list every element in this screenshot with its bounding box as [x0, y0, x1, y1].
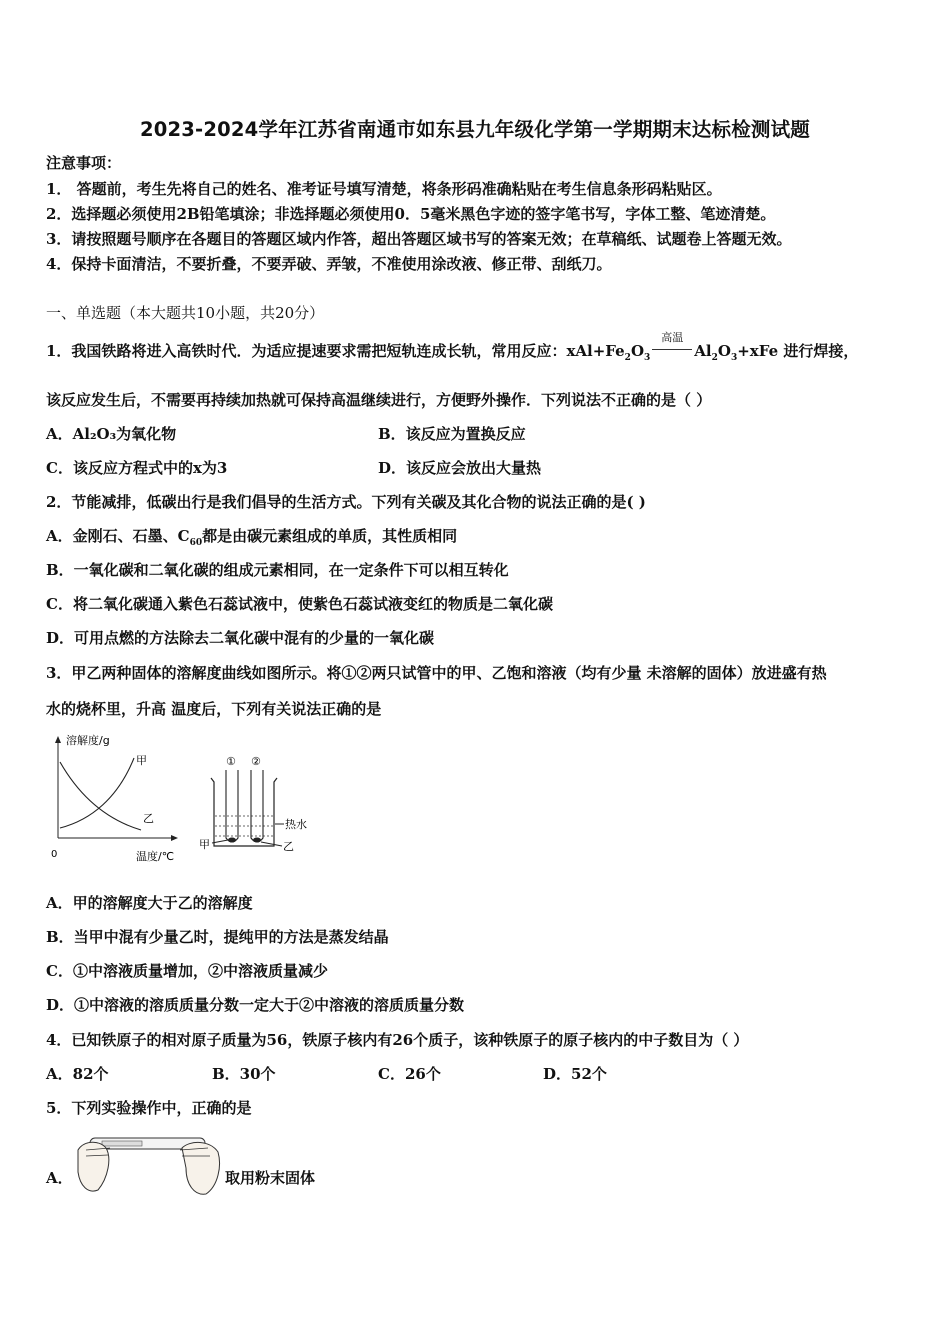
q1-stem-line1 [46, 331, 859, 363]
q1-sub-2: 2 [624, 353, 631, 363]
section-heading: 一、单选题（本大题共10小题，共20分） [46, 304, 325, 322]
q1-oxygen: O [630, 342, 645, 360]
q2-option-a [46, 525, 457, 548]
notice-item-3: 3．请按照题号顺序在各题目的答题区域内作答，超出答题区域书写的答案无效；在草稿纸、试题卷上答题无效。 [46, 230, 792, 248]
q5-option-a-text: 取用粉末固体 [225, 1169, 316, 1187]
origin-label: 0 [51, 849, 58, 860]
solid-yi [253, 838, 261, 843]
x-axis-label: 温度/℃ [136, 850, 175, 863]
q1-option-d: D．该反应会放出大量热 [378, 459, 542, 477]
solid-jia [228, 838, 236, 843]
notice-item-2: 2．选择题必须使用2B铅笔填涂；非选择题必须使用0．5毫米黑色字迹的签字笔书写，字体工整、笔迹清楚。 [46, 205, 776, 223]
q1-product-oxygen: O [717, 342, 731, 360]
q3-stem-line2: 水的烧杯里，升高 温度后，下列有关说法正确的是 [46, 700, 382, 718]
q2-option-b: B．一氧化碳和二氧化碳的组成元素相同，在一定条件下可以相互转化 [46, 561, 509, 579]
curve-jia [60, 758, 134, 828]
q3-figure [46, 728, 346, 868]
q1-option-c: C．该反应方程式中的x为3 [46, 459, 228, 477]
q3-option-c: C．①中溶液质量增加，②中溶液质量减少 [46, 962, 328, 980]
q1-option-a: A．Al₂O₃为氧化物 [46, 425, 177, 443]
beaker-apparatus [199, 755, 307, 853]
x-axis-arrow [171, 835, 178, 841]
q2-option-a-sub: 60 [189, 538, 203, 548]
right-hand-icon [182, 1142, 220, 1194]
page-title: 2023-2024学年江苏省南通市如东县九年级化学第一学期期末达标检测试题 [139, 118, 811, 141]
powder-handling-illustration [72, 1128, 224, 1198]
q5-stem: 5．下列实验操作中，正确的是 [46, 1099, 252, 1117]
left-label: 甲 [199, 838, 210, 851]
q4-option-d: D．52个 [543, 1065, 607, 1083]
q2-option-c: C．将二氧化碳通入紫色石蕊试液中，使紫色石蕊试液变红的物质是二氧化碳 [46, 595, 553, 613]
q2-option-a-post: 都是由碳元素组成的单质，其性质相同 [202, 527, 458, 545]
q2-option-d: D．可用点燃的方法除去二氧化碳中混有的少量的一氧化碳 [46, 629, 435, 647]
q1-product-al: Al [694, 342, 712, 360]
tube-1-label: ① [226, 755, 236, 768]
q2-option-a-pre: A．金刚石、石墨、C [46, 527, 190, 545]
y-axis-arrow [55, 736, 61, 743]
curve-yi-label: 乙 [143, 812, 154, 825]
q1-stem-text: 1．我国铁路将进入高铁时代．为适应提速要求需把短轨连成长轨，常用反应：xAl+Fe [46, 342, 625, 360]
y-axis-label: 溶解度/g [66, 734, 110, 747]
q4-option-c: C．26个 [378, 1065, 441, 1083]
q4-option-b: B．30个 [212, 1065, 276, 1083]
notice-item-4: 4．保持卡面清洁，不要折叠，不要弄破、弄皱，不准使用涂改液、修正带、刮纸刀。 [46, 255, 612, 273]
q5-option-a-label: A． [46, 1169, 73, 1187]
q1-option-b: B．该反应为置换反应 [378, 425, 526, 443]
q4-option-a: A．82个 [46, 1065, 109, 1083]
q3-stem-line1: 3．甲乙两种固体的溶解度曲线如图所示。将①②两只试管中的甲、乙饱和溶液（均有少量 未溶解的固体）放进盛有热 [46, 664, 827, 682]
q4-stem: 4．已知铁原子的相对原子质量为56，铁原子核内有26个质子，该种铁原子的原子核内的中子数目为（ ） [46, 1031, 749, 1049]
q1-sub-3: 3 [644, 353, 651, 363]
condition-arrow [652, 349, 692, 350]
hot-water-label: 热水 [285, 818, 307, 831]
q3-option-a: A．甲的溶解度大于乙的溶解度 [46, 894, 253, 912]
q1-product-sub-2: 2 [711, 353, 718, 363]
q2-stem: 2．节能减排，低碳出行是我们倡导的生活方式。下列有关碳及其化合物的说法正确的是( ) [46, 493, 646, 511]
notice-item-1: 1． 答题前，考生先将自己的姓名、准考证号填写清楚，将条形码准确粘贴在考生信息条形码粘贴区。 [46, 180, 722, 198]
solubility-graph [51, 733, 178, 863]
curve-yi [60, 762, 141, 830]
curve-jia-label: 甲 [136, 754, 147, 767]
q1-product-rest: +xFe 进行焊接， [737, 342, 859, 360]
paper-trough [102, 1141, 142, 1146]
q3-option-b: B．当甲中混有少量乙时，提纯甲的方法是蒸发结晶 [46, 928, 389, 946]
tube-2-label: ② [251, 755, 261, 768]
condition-label: 高温 [661, 331, 684, 344]
notice-heading: 注意事项： [46, 154, 122, 172]
right-label: 乙 [283, 840, 294, 853]
reaction-condition [652, 331, 692, 361]
test-tube-1 [226, 770, 238, 842]
q1-stem-line2: 该反应发生后，不需要再持续加热就可保持高温继续进行，方便野外操作．下列说法不正确的是（ ） [46, 391, 712, 409]
q3-option-d: D．①中溶液的溶质质量分数一定大于②中溶液的溶质质量分数 [46, 996, 465, 1014]
test-tube-2 [251, 770, 263, 842]
q1-product-sub-3: 3 [730, 353, 738, 363]
